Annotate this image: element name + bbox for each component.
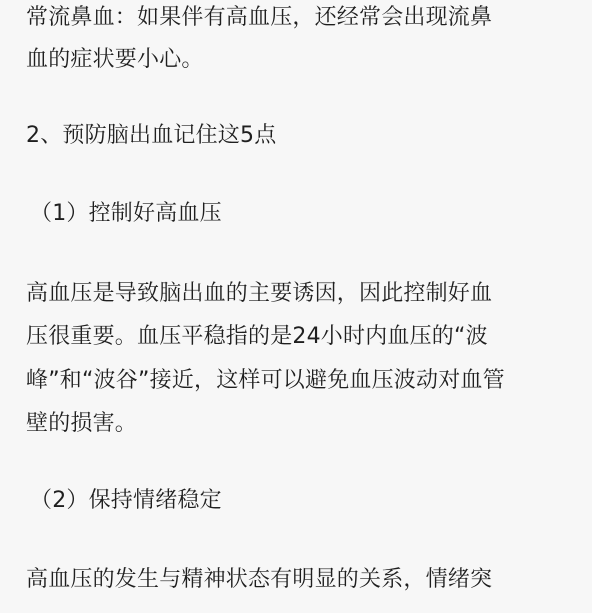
subsection-1-line-4: 壁的损害。 [26, 411, 138, 436]
subsection-2-line-1: 高血压的发生与精神状态有明显的关系，情绪突 [26, 567, 493, 592]
subsection-2-heading: （2）保持情绪稳定 [30, 488, 222, 513]
intro-line-1: 常流鼻血：如果伴有高血压，还经常会出现流鼻 [26, 5, 493, 30]
intro-line-2: 血的症状要小心。 [26, 47, 204, 72]
subsection-1-line-2: 压很重要。血压平稳指的是24小时内血压的“波 [26, 324, 488, 349]
section-2-heading: 2、预防脑出血记住这5点 [26, 123, 277, 148]
subsection-1-line-3: 峰”和“波谷”接近，这样可以避免血压波动对血管 [26, 368, 505, 393]
subsection-1-line-1: 高血压是导致脑出血的主要诱因，因此控制好血 [26, 281, 493, 306]
subsection-1-heading: （1）控制好高血压 [30, 201, 222, 226]
